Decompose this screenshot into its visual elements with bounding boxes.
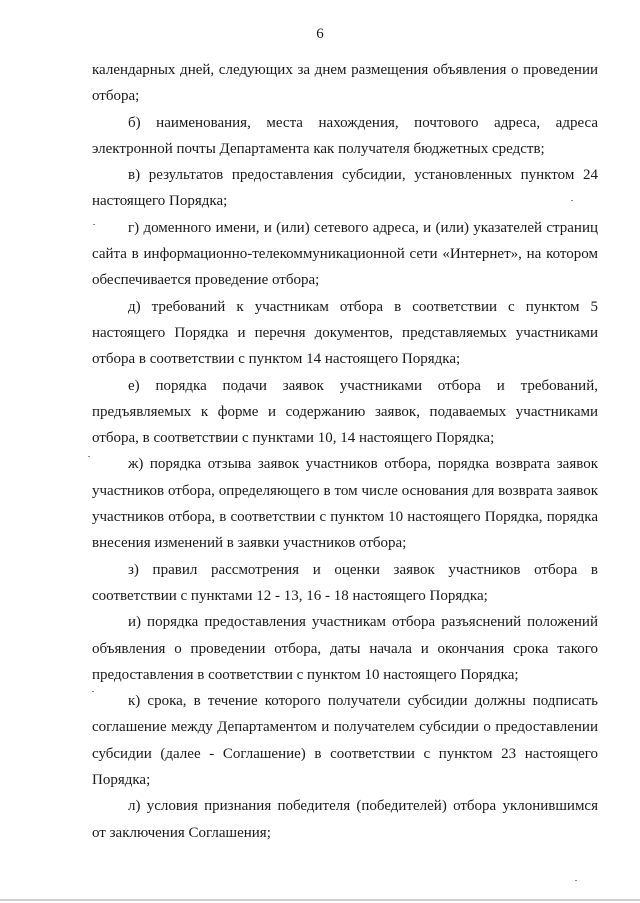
- paragraph-z: з) правил рассмотрения и оценки заявок участников отбора в соответствии с пунктами 12 - 13, 16 - 18 настоящего Порядка;: [92, 561, 598, 604]
- paragraph-l: л) условия признания победителя (победителей) отбора уклонившимся от заключения Соглашения;: [92, 798, 598, 841]
- scan-speck: [571, 200, 573, 201]
- page-bottom-edge: [0, 899, 640, 901]
- paragraph-b: б) наименования, места нахождения, почтового адреса, адреса электронной почты Департамента как получателя бюджетных средств;: [92, 114, 598, 157]
- paragraph-continuation: календарных дней, следующих за днем размещения объявления о проведении отбора;: [92, 62, 598, 105]
- paragraph-zh: ж) порядка отзыва заявок участников отбора, порядка возврата заявок участников отбора, определяющего в том числе основания для возврата заявок участников отбора, в соответствии с пунктом 10 настоящего Порядка, порядка внесения изменений в заявки участников отбора;: [92, 456, 598, 552]
- paragraph-i: и) порядка предоставления участникам отбора разъяснений положений объявления о проведении отбора, даты начала и окончания срока такого предоставления в соответствии с пунктом 10 настоящего Порядка;: [92, 614, 598, 683]
- paragraph-d: д) требований к участникам отбора в соответствии с пунктом 5 настоящего Порядка и перечня документов, представляемых участниками отбора в соответствии с пунктом 14 настоящего Порядка;: [92, 298, 598, 368]
- document-body: [92, 57, 598, 846]
- paragraph-k: к) срока, в течение которого получатели субсидии должны подписать соглашение между Департаментом и получателем субсидии о предоставлении субсидии (далее - Соглашение) в соответствии с пунктом 23 настоящего Порядка;: [92, 693, 598, 789]
- paragraph-g: г) доменного имени, и (или) сетевого адреса, и (или) указателей страниц сайта в информационно-телекоммуникационной сети «Интернет», на котором обеспечивается проведение отбора;: [92, 219, 598, 289]
- page-number: 6: [316, 26, 324, 42]
- scan-speck: [92, 691, 94, 692]
- scan-speck: [88, 456, 90, 457]
- paragraph-e: е) порядка подачи заявок участниками отбора и требований, предъявляемых к форме и содержанию заявок, подаваемых участниками отбора, в соответствии с пунктами 10, 14 настоящего Порядка;: [92, 377, 598, 447]
- scan-speck: [93, 224, 95, 225]
- paragraph-v: в) результатов предоставления субсидии, установленных пунктом 24 настоящего Порядка;: [92, 167, 598, 210]
- scan-speck: [575, 880, 577, 881]
